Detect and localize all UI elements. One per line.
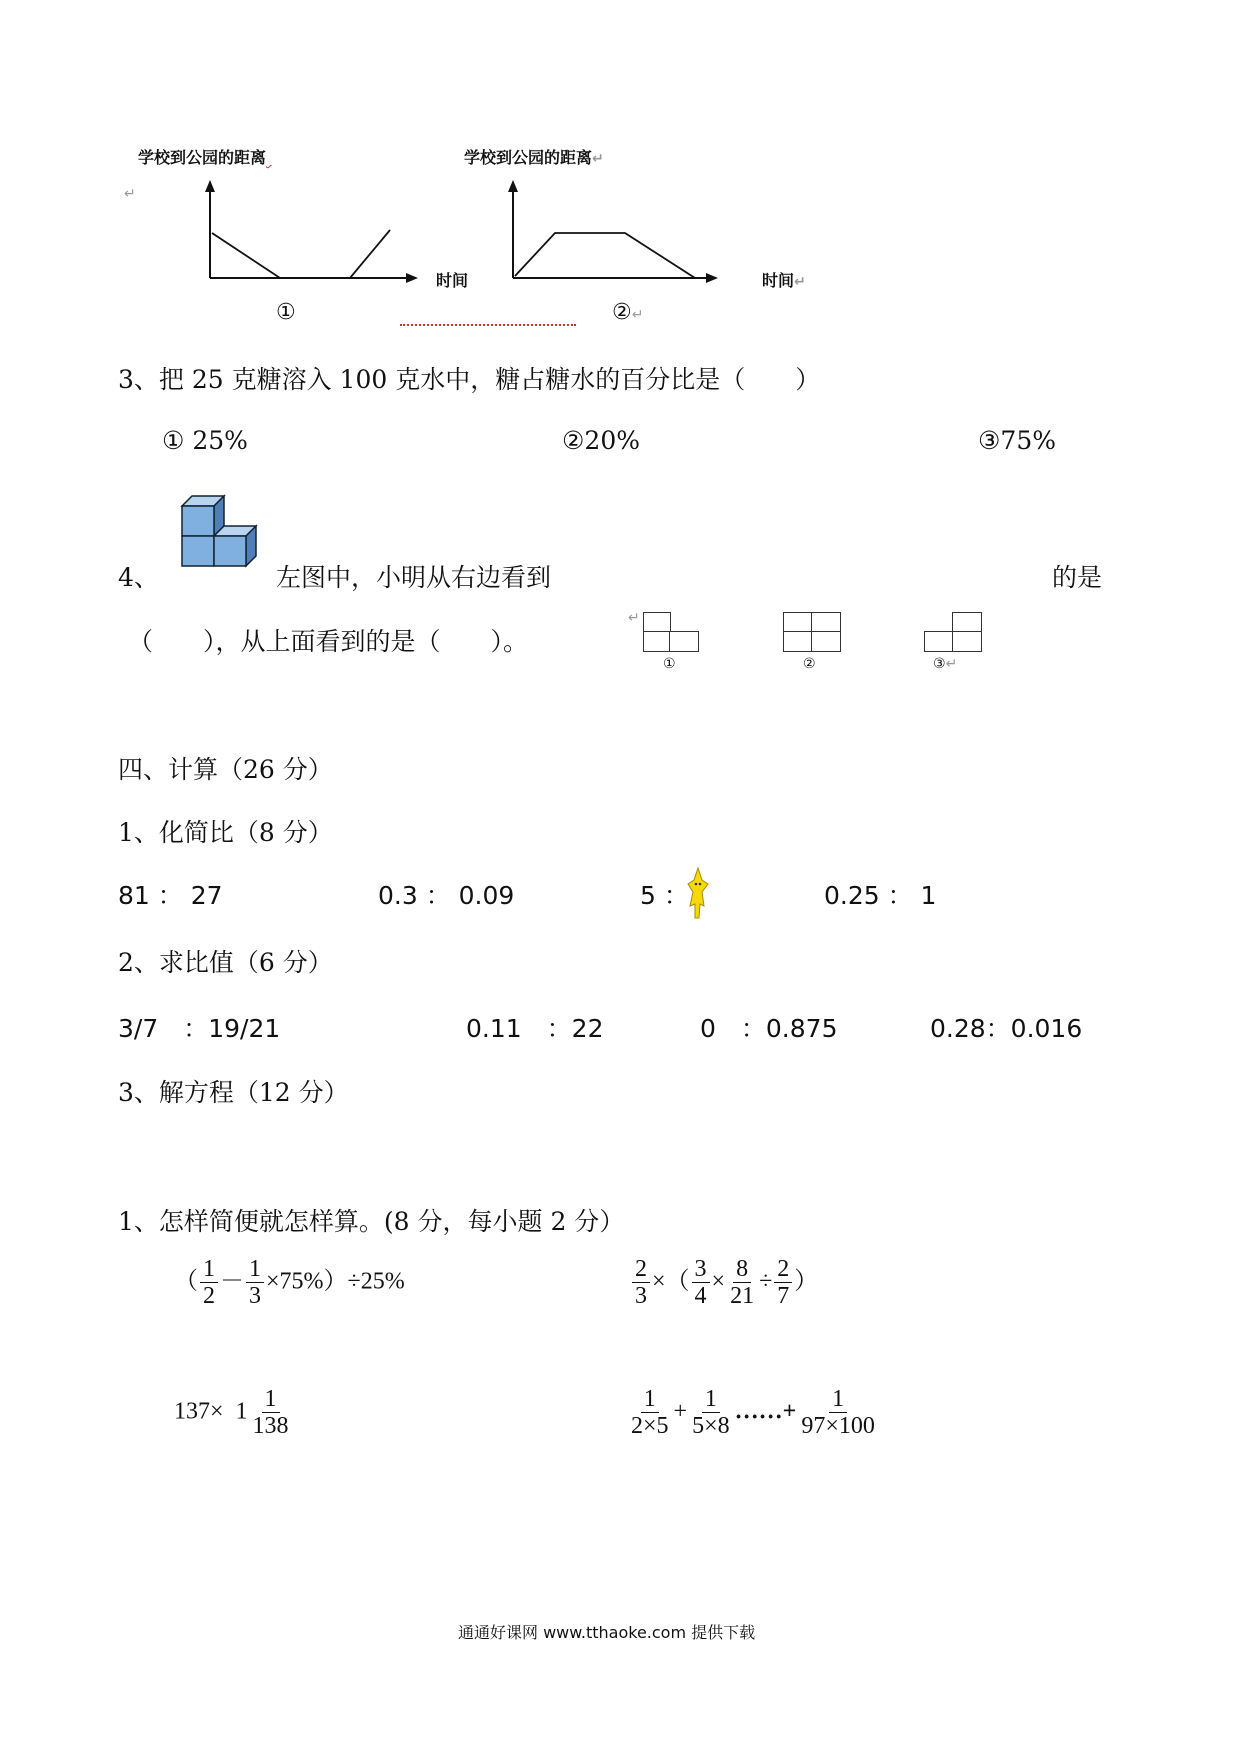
distance-time-graph-right	[495, 178, 735, 288]
q3-option-3: ③75%	[978, 426, 1056, 455]
wavy-underline-decor	[400, 318, 576, 326]
distance-time-graph-left	[190, 178, 430, 288]
q3-option-1: ① 25%	[162, 426, 248, 455]
q4-text-c: （ ），从上面看到的是（ ）。	[128, 627, 529, 656]
calc-expr-3: 137× 1 $\frac{1}{138}$	[174, 1386, 289, 1440]
sub2-item-1: 3/7 ：19/21	[118, 1014, 281, 1043]
calc-expr-2: $\frac{2}{3}$ ×（ $\frac{3}{4}$ × $\frac{8}{21}$ ÷ $\frac{2}{7}$ ）	[630, 1256, 818, 1310]
calc-expr-4: $\frac{1}{2\times 5}$ + $\frac{1}{5\times 8}$ ……+ $\frac{1}{97\times 100}$	[631, 1386, 875, 1440]
sub1-item-3: 5 ：	[640, 881, 689, 910]
return-mark: ↵	[628, 610, 640, 626]
view-option-2-label: ②	[803, 656, 816, 672]
graph-right-label: ②↵	[612, 300, 644, 325]
view-option-1-label: ①	[663, 656, 676, 672]
sub2-title: 2、求比值（6 分）	[118, 948, 333, 977]
view-option-1	[643, 612, 699, 652]
graph-left-xlabel: 时间	[436, 271, 469, 290]
page-footer: 通通好课网 www.tthaoke.com 提供下载	[458, 1623, 756, 1642]
yellow-figure-icon	[686, 866, 710, 922]
q4-number: 4、	[118, 563, 159, 592]
view-option-2	[783, 612, 841, 652]
q4-text-a: 左图中，小明从右边看到	[276, 563, 552, 592]
graph-right-xlabel: 时间↵	[762, 271, 806, 290]
sub1-item-4: 0.25 ： 1	[824, 881, 937, 910]
view-option-3	[924, 612, 982, 652]
calc-expr-1: （ $\frac{1}{2}$ － $\frac{1}{3}$ ×75%）÷25%	[174, 1256, 405, 1310]
sub3-title: 3、解方程（12 分）	[118, 1078, 349, 1107]
view-option-3-label: ③↵	[933, 656, 958, 672]
sub2-item-4: 0.28：0.016	[930, 1014, 1083, 1043]
q4-text-b: 的是	[1052, 563, 1103, 592]
sub1-item-2: 0.3 ： 0.09	[378, 881, 515, 910]
graph-left-title: 学校到公园的距离	[138, 148, 267, 167]
graph-right-title: 学校到公园的距离↵	[464, 148, 604, 167]
section-4-title: 四、计算（26 分）	[118, 755, 333, 784]
sub2-item-2: 0.11 ：22	[466, 1014, 604, 1043]
sub1-item-1: 81 ： 27	[118, 881, 223, 910]
cube-stack-icon	[170, 492, 270, 572]
return-mark: ↵	[124, 186, 136, 202]
graph-left-label: ①	[276, 300, 296, 325]
q3-text: 3、把 25 克糖溶入 100 克水中，糖占糖水的百分比是（ ）	[118, 365, 821, 394]
sub2-item-3: 0 ：0.875	[700, 1014, 838, 1043]
sub1-title: 1、化简比（8 分）	[118, 818, 333, 847]
calc-title: 1、怎样简便就怎样算。(8 分，每小题 2 分）	[118, 1207, 625, 1236]
q3-option-2: ②20%	[562, 426, 640, 455]
